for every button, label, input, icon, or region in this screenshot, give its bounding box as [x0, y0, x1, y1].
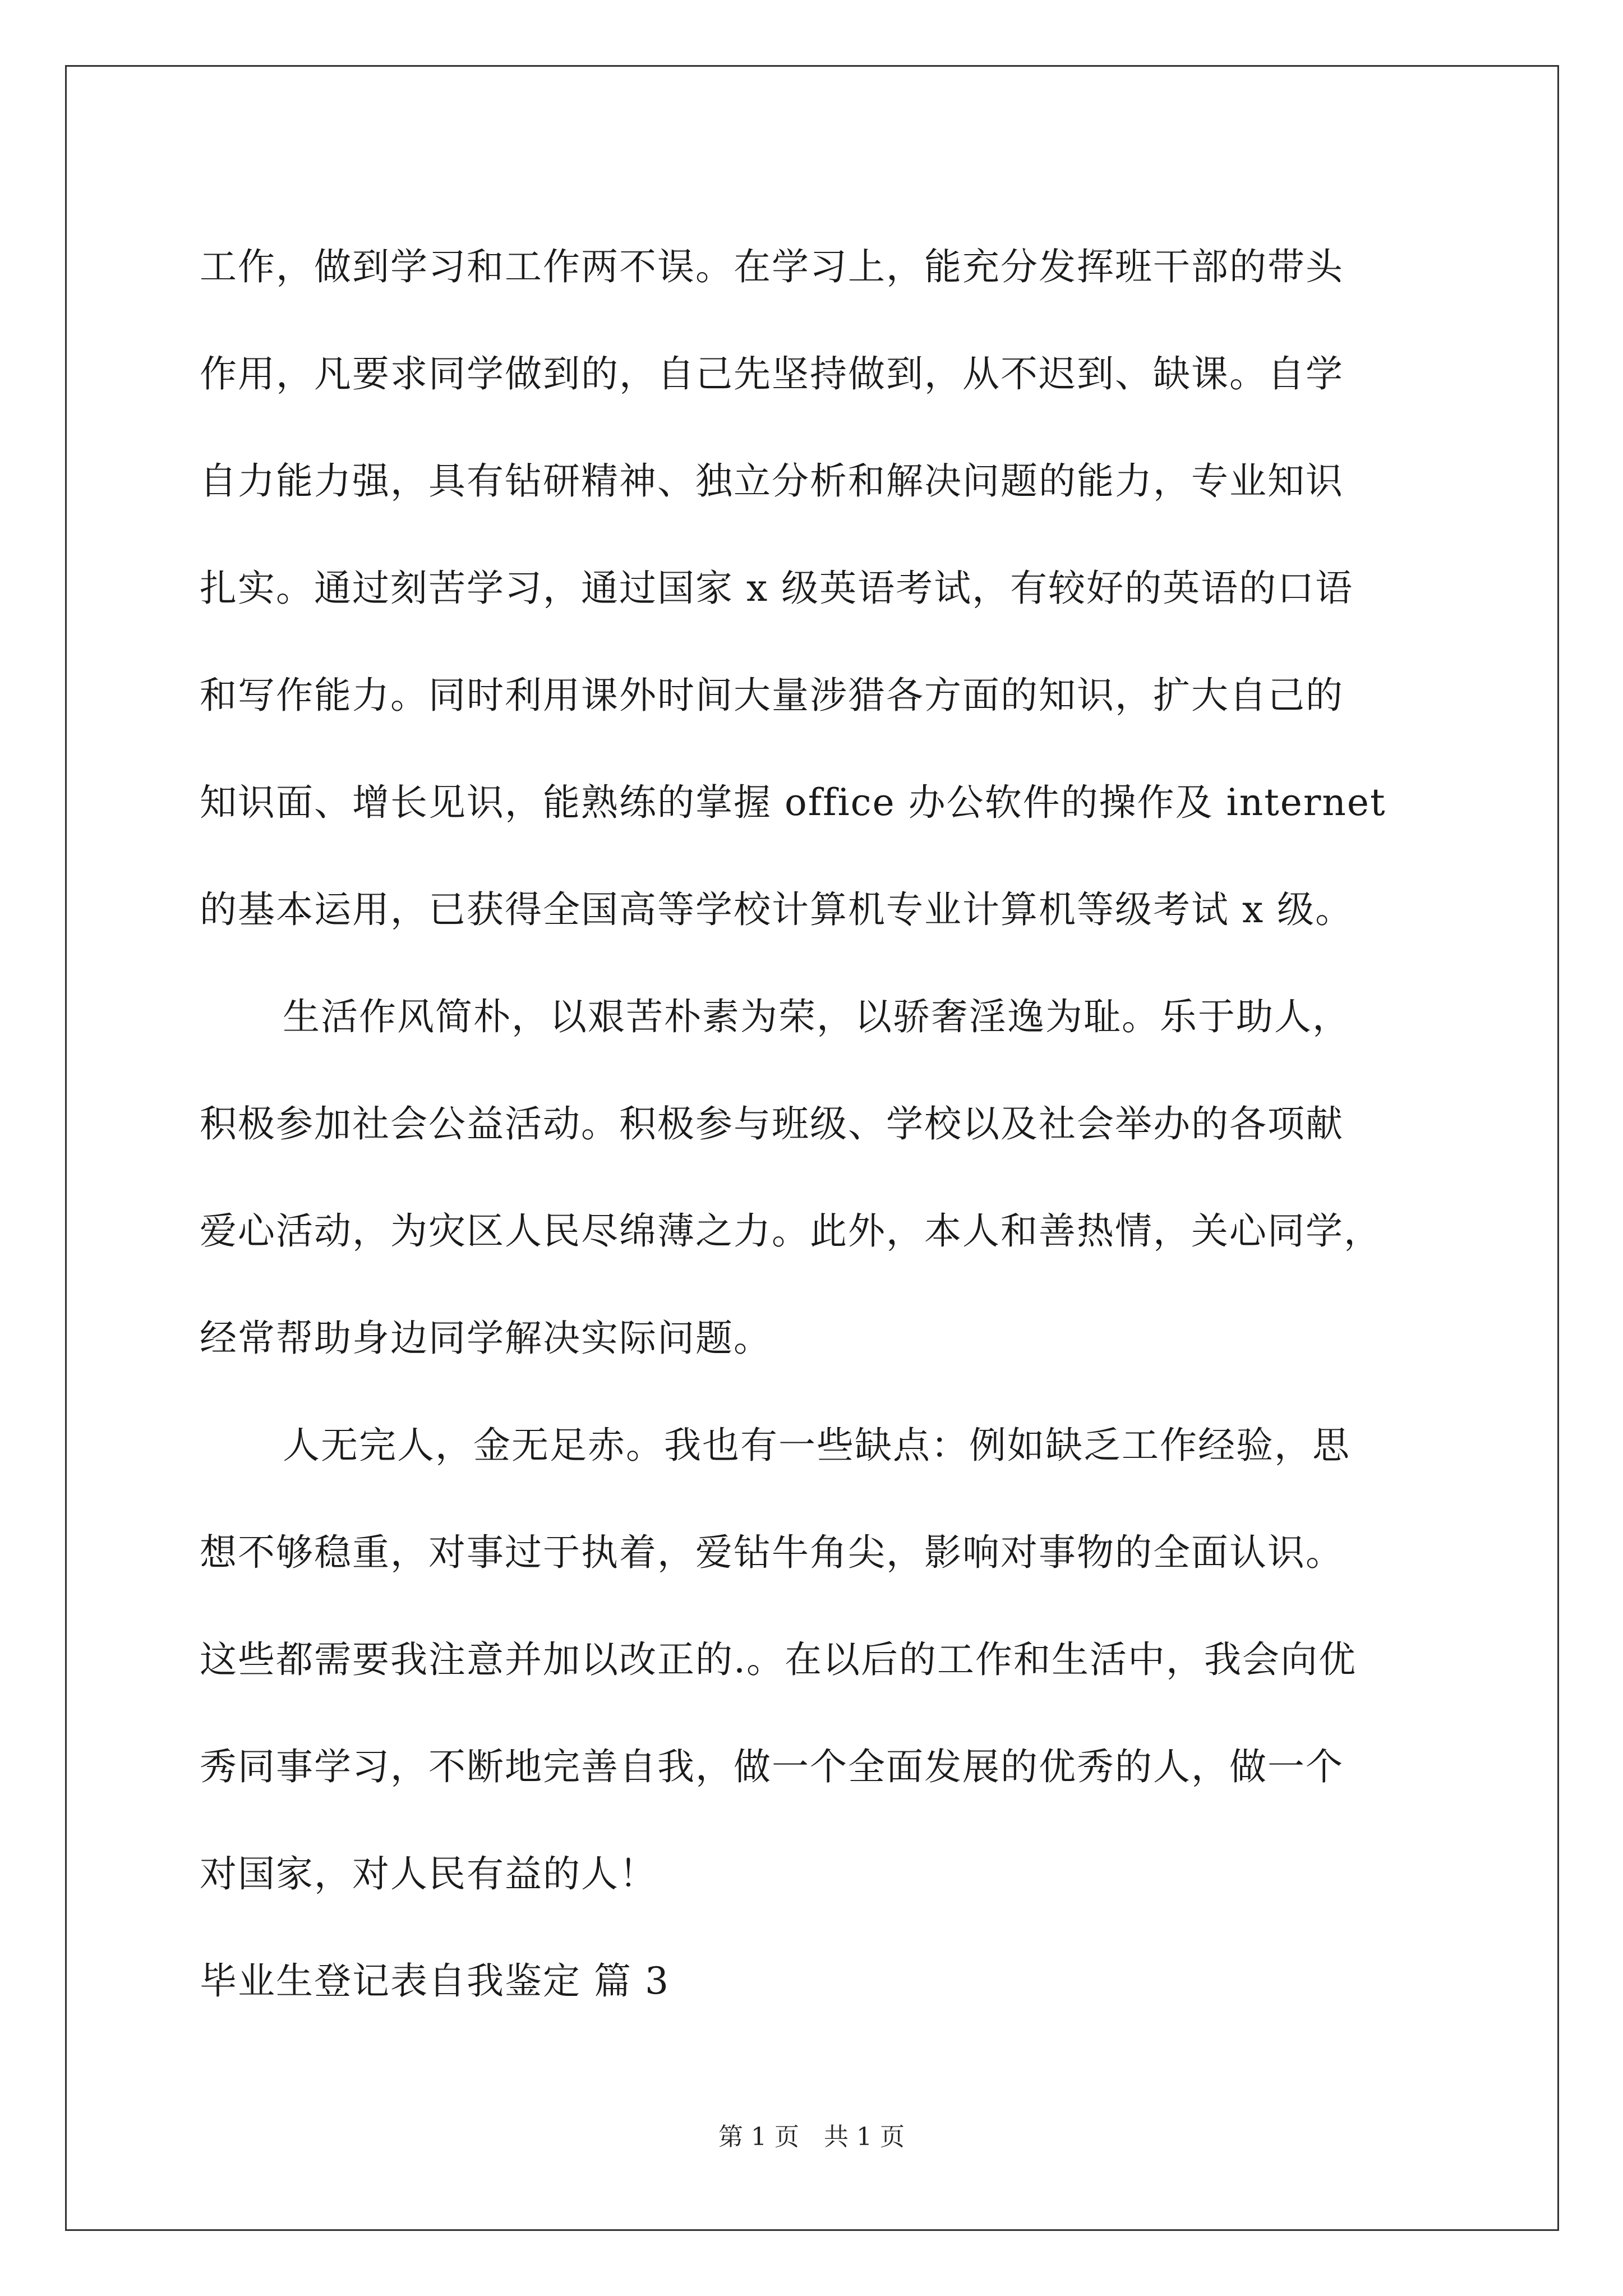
page-number-footer: 第 1 页 共 1 页 — [718, 2123, 905, 2151]
document-body — [200, 213, 1428, 2035]
text-line-1: 工作，做到学习和工作两不误。在学习上，能充分发挥班干部的带头 — [200, 245, 1344, 288]
text-line-9: 积极参加社会公益活动。积极参与班级、学校以及社会举办的各项献 — [200, 1102, 1344, 1145]
text-line-15: 秀同事学习，不断地完善自我，做一个全面发展的优秀的人，做一个 — [200, 1745, 1344, 1788]
text-line-7: 的基本运用，已获得全国高等学校计算机专业计算机等级考试 x 级。 — [200, 888, 1354, 931]
section-heading: 毕业生登记表自我鉴定 篇 3 — [200, 1959, 670, 2003]
text-line-4: 扎实。通过刻苦学习，通过国家 x 级英语考试，有较好的英语的口语 — [200, 567, 1354, 610]
text-line-13: 想不够稳重，对事过于执着，爱钻牛角尖，影响对事物的全面认识。 — [200, 1531, 1344, 1574]
text-line-16: 对国家，对人民有益的人！ — [200, 1852, 657, 1895]
text-line-8: 生活作风简朴，以艰苦朴素为荣，以骄奢淫逸为耻。乐于助人， — [283, 995, 1350, 1038]
text-line-14: 这些都需要我注意并加以改正的.。在以后的工作和生活中，我会向优 — [200, 1638, 1357, 1681]
text-line-5: 和写作能力。同时利用课外时间大量涉猎各方面的知识，扩大自己的 — [200, 674, 1344, 717]
text-line-3: 自力能力强，具有钻研精神、独立分析和解决问题的能力，专业知识 — [200, 459, 1344, 503]
text-line-6: 知识面、增长见识，能熟练的掌握 office 办公软件的操作及 internet — [200, 781, 1386, 824]
text-line-2: 作用，凡要求同学做到的，自己先坚持做到，从不迟到、缺课。自学 — [200, 352, 1344, 395]
text-line-11: 经常帮助身边同学解决实际问题。 — [200, 1317, 772, 1360]
text-line-10: 爱心活动，为灾区人民尽绵薄之力。此外，本人和善热情，关心同学， — [200, 1209, 1382, 1253]
text-line-12: 人无完人，金无足赤。我也有一些缺点：例如缺乏工作经验，思 — [283, 1424, 1350, 1467]
